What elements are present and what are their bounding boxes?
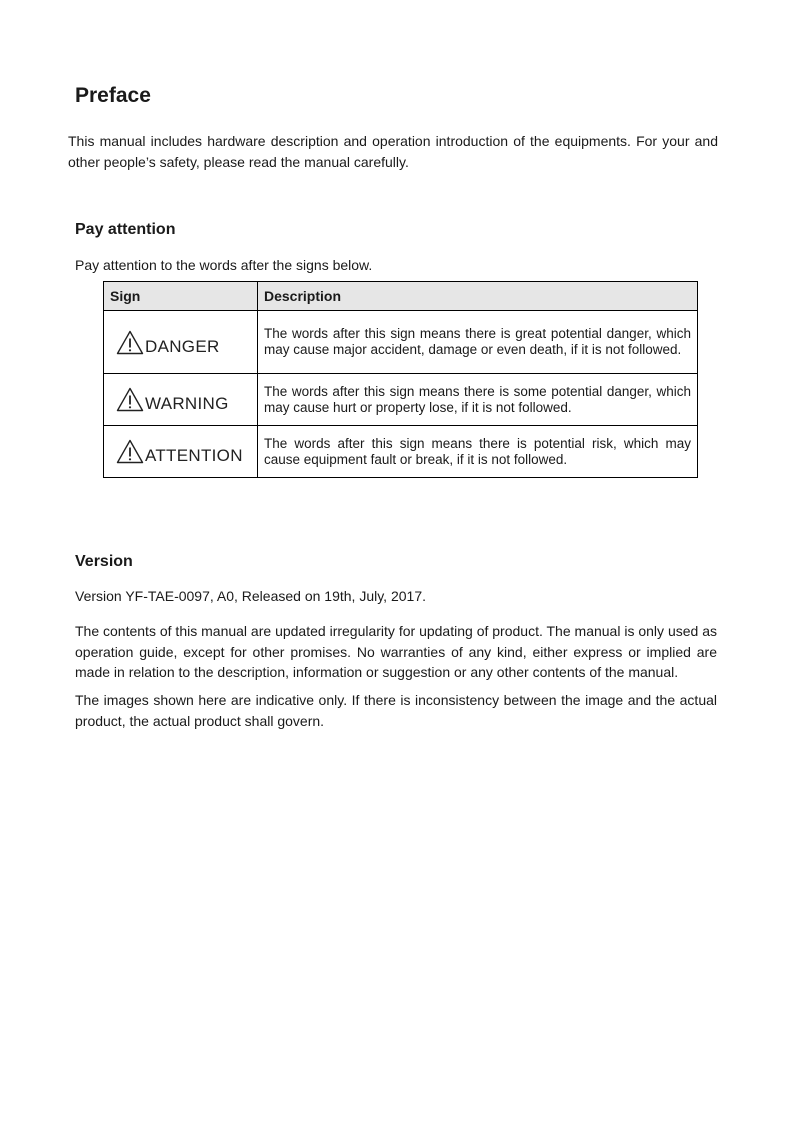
warning-sign xyxy=(116,387,257,412)
description-cell: The words after this sign means there is some potential danger, which may cause hurt or property lose, if it is not followed. xyxy=(258,374,698,426)
sign-cell xyxy=(104,374,258,426)
sign-cell xyxy=(104,311,258,374)
sign-cell xyxy=(104,426,258,478)
table-header-row xyxy=(104,282,698,311)
table-row xyxy=(104,374,698,426)
danger-sign xyxy=(116,330,257,355)
warning-triangle-icon xyxy=(116,387,144,412)
description-cell: The words after this sign means there is potential risk, which may cause equipment fault or break, if it is not followed. xyxy=(258,426,698,478)
sign-label: DANGER xyxy=(145,336,220,356)
table-row xyxy=(104,426,698,478)
description-cell: The words after this sign means there is great potential danger, which may cause major accident, damage or even death, if it is not followed. xyxy=(258,311,698,374)
version-paragraph-1: The contents of this manual are updated irregularity for updating of product. The manual is only used as operation guide, except for other promises. No warranties of any kind, either express or implied are made in relation to the description, information or suggestion or any other contents of the manual. xyxy=(75,623,717,680)
header-description: Description xyxy=(258,282,698,311)
sign-label: WARNING xyxy=(145,394,229,413)
page-title: Preface xyxy=(75,84,151,107)
version-line: Version YF-TAE-0097, A0, Released on 19th, July, 2017. xyxy=(75,588,426,604)
warning-triangle-icon xyxy=(116,439,144,464)
sign-label: ATTENTION xyxy=(145,446,243,465)
header-sign: Sign xyxy=(104,282,258,311)
intro-paragraph: This manual includes hardware description and operation introduction of the equipments. For your and other people’s safety, please read the manual carefully. xyxy=(68,133,718,170)
pay-attention-heading: Pay attention xyxy=(75,221,176,238)
warning-triangle-icon xyxy=(116,330,144,355)
pay-attention-text: Pay attention to the words after the signs below. xyxy=(75,257,373,273)
table-row xyxy=(104,311,698,374)
attention-sign xyxy=(116,439,257,464)
version-heading: Version xyxy=(75,553,133,570)
signs-table xyxy=(103,281,698,478)
version-paragraph-2: The images shown here are indicative only. If there is inconsistency between the image and the actual product, the actual product shall govern. xyxy=(75,692,717,729)
